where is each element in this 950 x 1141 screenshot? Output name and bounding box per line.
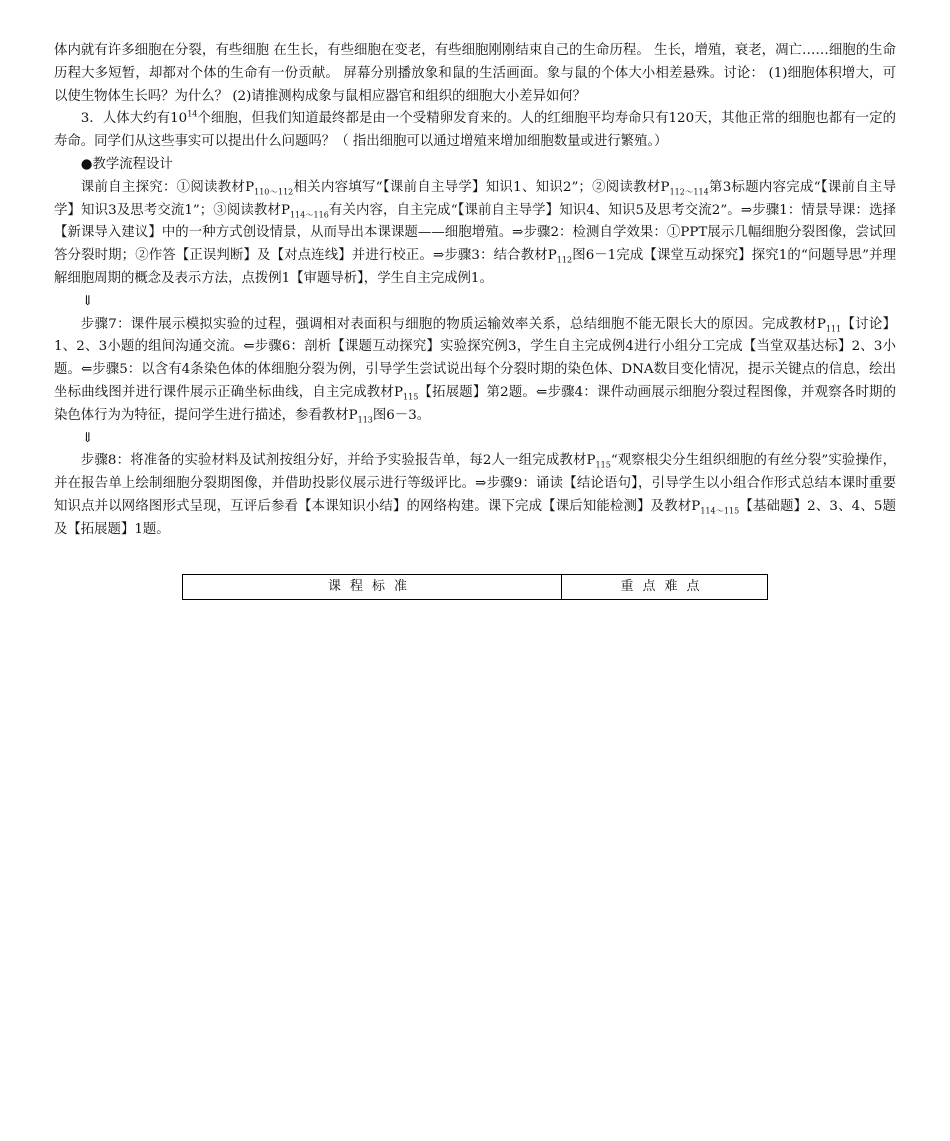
subscript: 115 <box>595 461 611 471</box>
curriculum-table <box>182 574 768 600</box>
subscript: 110～112 <box>254 187 294 197</box>
down-arrow: ⇓ <box>82 293 94 309</box>
document-body <box>54 40 896 542</box>
section-heading: ●教学流程设计 <box>80 156 173 172</box>
paragraph-question-3: 3．人体大约有$10^{14}$个细胞，但我们知道最终都是由一个受精卵发育来的。人的红细胞平均寿命只有120天，其他正常的细胞也都有一定的寿命。同学们从这些事实可以提出什么问题吗？（ 指出细胞可以通过增殖来增加细胞数量或进行繁殖。） <box>54 109 896 150</box>
paragraph-preclass: 课前自主探究：①阅读教材$P_{110\sim 112}$相关内容填写“【课前自主导学】知识1、知识2”；②阅读教材$P_{112\sim 114}$第3标题内容完成“【课前自主导学】知识3及思考交流1”；③阅读教材$P_{114\sim 116}$有关内容，自主完成“【课前自主导学】知识4、知识5及思考交流2”。⇒步骤1：情景导课：选择【新课导入建议】中的一种方式创设情景，从而导出本课课题——细胞增殖。⇒步骤2：检测自学效果：①PPT展示几幅细胞分裂图像，尝试回答分裂时期；②作答【正误判断】及【对点连线】并进行校正。⇒步骤3：结合教材$P_{112}$图6－1完成【课堂互动探究】探究1的“问题导思”并理解细胞周期的概念及表示方法，点拨例1【审题导析】，学生自主完成例1。 <box>54 179 897 286</box>
subscript: 114～116 <box>289 210 329 220</box>
table-header-key-points: 重点难点 <box>562 575 768 600</box>
subscript: 112 <box>556 255 573 265</box>
paragraph-intro: 体内就有许多细胞在分裂，有些细胞 在生长，有些细胞在变老，有些细胞刚刚结束自己的生命历程。 生长，增殖，衰老，凋亡……细胞的生命历程大多短暂，却都对个体的生命有一份贡献。 屏幕分别播放象和鼠的生活画面。象与鼠的个体大小相差悬殊。讨论： (1)细胞体积增大，可以使生物体生长吗？为什么？ (2)请推测构成象与鼠相应器官和组织的细胞大小差异如何？ <box>54 43 896 104</box>
subscript: 112～114 <box>669 187 709 197</box>
subscript: 113 <box>357 415 373 425</box>
table-header-standards: 课程标准 <box>183 575 562 600</box>
subscript: 115 <box>403 392 419 402</box>
paragraph-steps-4-7: 步骤7：课件展示模拟实验的过程，强调相对表面积与细胞的物质运输效率关系，总结细胞不能无限长大的原因。完成教材$P_{111}$【讨论】1、2、3小题的组间沟通交流。⇐步骤6：剖析【课题互动探究】实验探究例3，学生自主完成例4进行小组分工完成【当堂双基达标】2、3小题。⇐步骤5：以含有4条染色体的体细胞分裂为例，引导学生尝试说出每个分裂时期的染色体、DNA数目变化情况，提示关键点的信息，绘出坐标曲线图并进行课件展示正确坐标曲线，自主完成教材$P_{115}$【拓展题】第2题。⇐步骤4：课件动画展示细胞分裂过程图像，并观察各时期的染色体行为为特征，提问学生进行描述，参看教材$P_{113}$图6－3。 <box>54 316 897 425</box>
superscript: 14 <box>187 109 198 119</box>
paragraph-steps-8-9: 步骤8：将准备的实验材料及试剂按组分好，并给予实验报告单，每2人一组完成教材$P_{115}“$观察根尖分生组织细胞的有丝分裂”实验操作，并在报告单上绘制细胞分裂期图像，并借助投影仪展示进行等级评比。⇒步骤9：诵读【结论语句】，引导学生以小组合作形式总结本课时重要知识点并以网络图形式呈现，互评后参看【本课知识小结】的网络构建。课下完成【课后知能检测】及教材$P_{114\sim 115}$【基础题】2、3、4、5题及【拓展题】1题。 <box>54 453 897 537</box>
subscript: 111 <box>825 324 842 334</box>
down-arrow: ⇓ <box>82 430 94 446</box>
table-header-row <box>183 575 768 600</box>
subscript: 114～115 <box>700 506 740 516</box>
